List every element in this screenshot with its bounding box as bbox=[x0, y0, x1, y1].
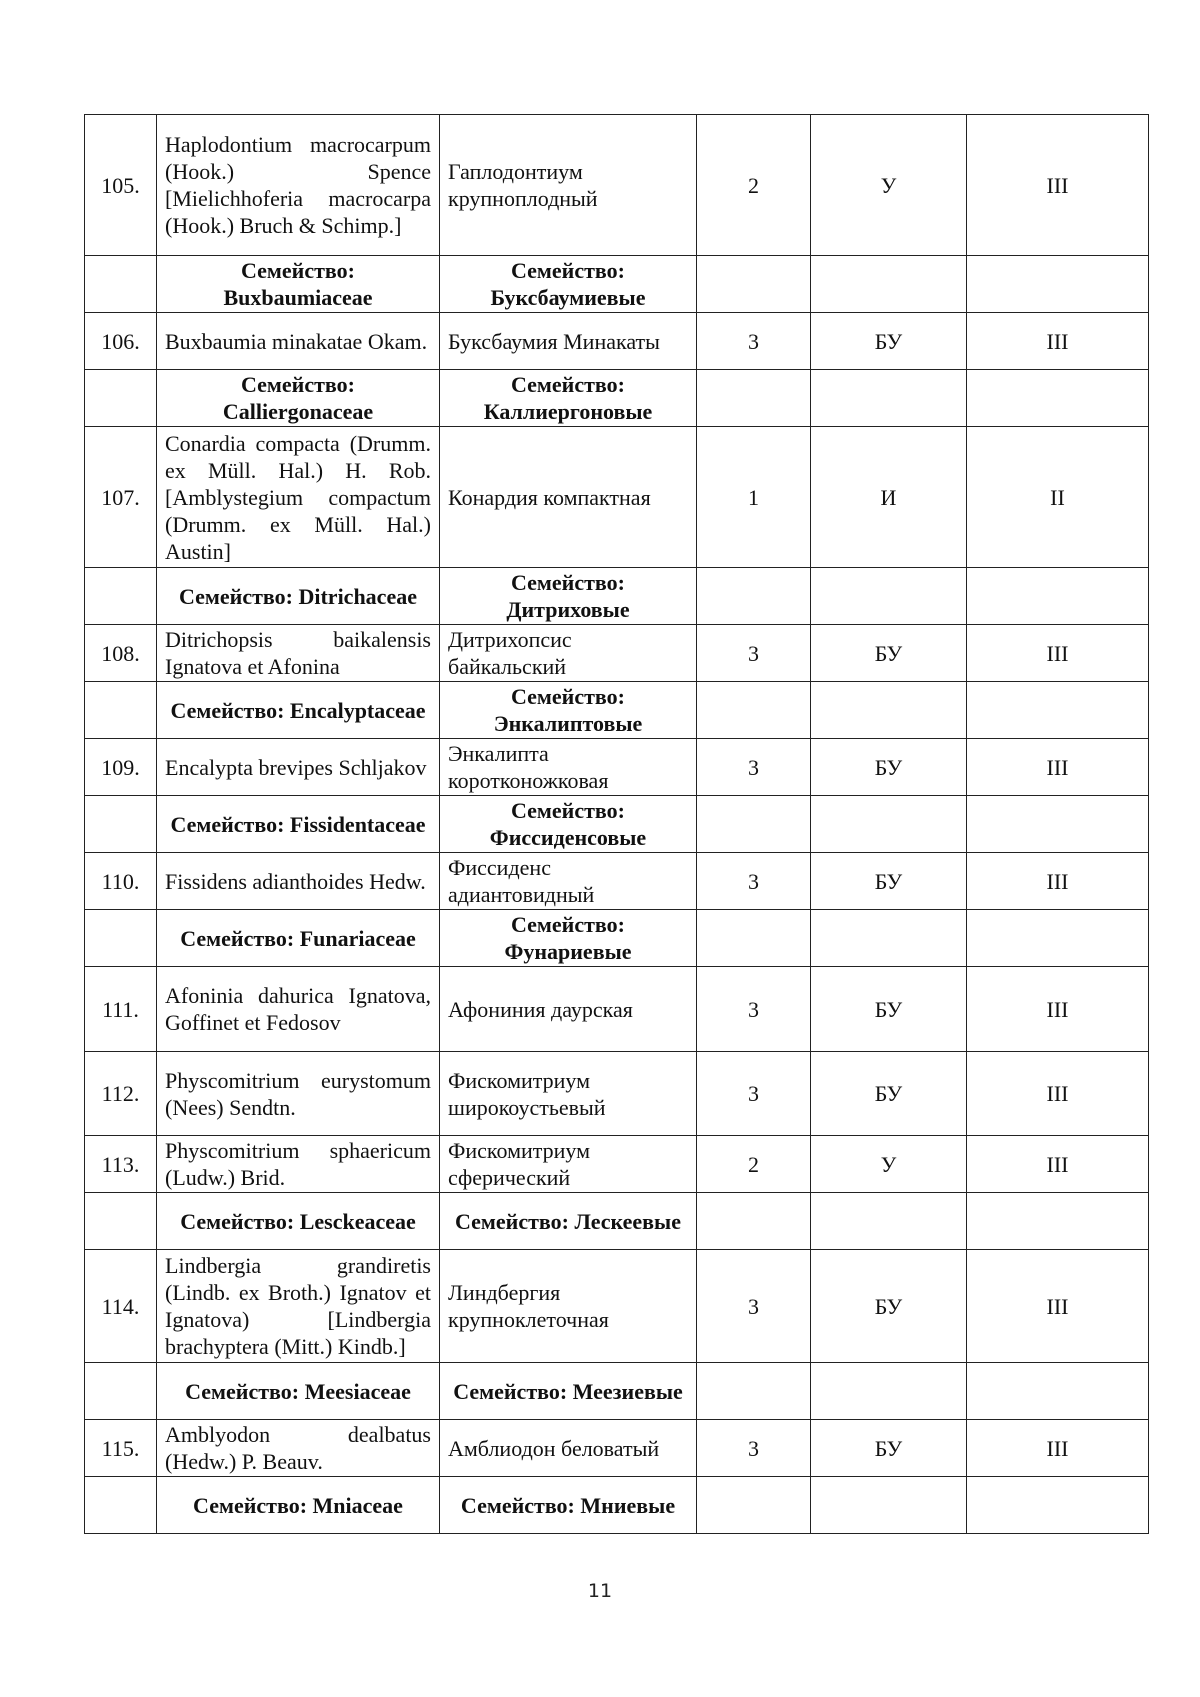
status-value: БУ bbox=[811, 1052, 967, 1136]
family-russian-name: Семейство: Мниевые bbox=[440, 1477, 697, 1534]
row-number-empty bbox=[85, 796, 157, 853]
latin-name: Physcomitrium eurystomum (Nees) Sendtn. bbox=[157, 1052, 440, 1136]
category-value: 3 bbox=[697, 739, 811, 796]
species-row bbox=[85, 1136, 1149, 1193]
status-value: У bbox=[811, 1136, 967, 1193]
family-row bbox=[85, 568, 1149, 625]
status-value: И bbox=[811, 427, 967, 568]
family-row bbox=[85, 1477, 1149, 1534]
rarity-value: II bbox=[967, 427, 1149, 568]
family-russian-name: Семейство: Меезиевые bbox=[440, 1363, 697, 1420]
row-number: 106. bbox=[85, 313, 157, 370]
row-number-empty bbox=[85, 1477, 157, 1534]
family-russian-name: Семейство: Дитриховые bbox=[440, 568, 697, 625]
status-value: У bbox=[811, 115, 967, 256]
category-empty bbox=[697, 1477, 811, 1534]
row-number-empty bbox=[85, 256, 157, 313]
latin-name: Encalypta brevipes Schljakov bbox=[157, 739, 440, 796]
row-number: 115. bbox=[85, 1420, 157, 1477]
rarity-value: III bbox=[967, 1250, 1149, 1363]
russian-name: Фискомитриум широкоустьевый bbox=[440, 1052, 697, 1136]
family-latin-name: Семейство: Funariaceae bbox=[157, 910, 440, 967]
latin-name: Physcomitrium sphaericum (Ludw.) Brid. bbox=[157, 1136, 440, 1193]
family-russian-name: Семейство: Каллиергоновые bbox=[440, 370, 697, 427]
family-row bbox=[85, 256, 1149, 313]
rarity-value: III bbox=[967, 739, 1149, 796]
russian-name: Конардия компактная bbox=[440, 427, 697, 568]
category-empty bbox=[697, 256, 811, 313]
row-number-empty bbox=[85, 370, 157, 427]
row-number-empty bbox=[85, 1363, 157, 1420]
rarity-value: III bbox=[967, 625, 1149, 682]
russian-name: Буксбаумия Минакаты bbox=[440, 313, 697, 370]
family-russian-name: Семейство: Фиссиденсовые bbox=[440, 796, 697, 853]
category-empty bbox=[697, 370, 811, 427]
family-latin-name: Семейство: Calliergonaceae bbox=[157, 370, 440, 427]
status-value: БУ bbox=[811, 313, 967, 370]
species-row bbox=[85, 427, 1149, 568]
row-number: 114. bbox=[85, 1250, 157, 1363]
species-row bbox=[85, 313, 1149, 370]
row-number-empty bbox=[85, 1193, 157, 1250]
russian-name: Афониния даурская bbox=[440, 967, 697, 1052]
rarity-empty bbox=[967, 1363, 1149, 1420]
family-russian-name: Семейство: Лескеевые bbox=[440, 1193, 697, 1250]
status-value: БУ bbox=[811, 1420, 967, 1477]
category-empty bbox=[697, 796, 811, 853]
russian-name: Энкалипта коротконожковая bbox=[440, 739, 697, 796]
rarity-empty bbox=[967, 1193, 1149, 1250]
family-row bbox=[85, 1363, 1149, 1420]
status-value: БУ bbox=[811, 1250, 967, 1363]
species-row bbox=[85, 967, 1149, 1052]
category-empty bbox=[697, 682, 811, 739]
latin-name: Ditrichopsis baikalensis Ignatova et Afonina bbox=[157, 625, 440, 682]
family-row bbox=[85, 796, 1149, 853]
row-number: 110. bbox=[85, 853, 157, 910]
family-latin-name: Семейство: Ditrichaceae bbox=[157, 568, 440, 625]
row-number-empty bbox=[85, 568, 157, 625]
category-value: 3 bbox=[697, 967, 811, 1052]
rarity-value: III bbox=[967, 853, 1149, 910]
species-row bbox=[85, 625, 1149, 682]
status-empty bbox=[811, 796, 967, 853]
latin-name: Lindbergia grandiretis (Lindb. ex Broth.) Ignatov et Ignatova) [Lindbergia brachyptera (Mitt.) Kindb.] bbox=[157, 1250, 440, 1363]
category-value: 3 bbox=[697, 1420, 811, 1477]
status-empty bbox=[811, 1477, 967, 1534]
family-latin-name: Семейство: Buxbaumiaceae bbox=[157, 256, 440, 313]
species-table-body bbox=[85, 115, 1149, 1534]
russian-name: Линдбергия крупноклеточная bbox=[440, 1250, 697, 1363]
species-row bbox=[85, 115, 1149, 256]
family-russian-name: Семейство: Буксбаумиевые bbox=[440, 256, 697, 313]
species-row bbox=[85, 853, 1149, 910]
row-number: 113. bbox=[85, 1136, 157, 1193]
family-russian-name: Семейство: Фунариевые bbox=[440, 910, 697, 967]
family-latin-name: Семейство: Fissidentaceae bbox=[157, 796, 440, 853]
category-value: 2 bbox=[697, 115, 811, 256]
species-row bbox=[85, 739, 1149, 796]
status-empty bbox=[811, 682, 967, 739]
category-value: 1 bbox=[697, 427, 811, 568]
family-row bbox=[85, 370, 1149, 427]
status-value: БУ bbox=[811, 853, 967, 910]
status-value: БУ bbox=[811, 739, 967, 796]
status-empty bbox=[811, 910, 967, 967]
latin-name: Buxbaumia minakatae Okam. bbox=[157, 313, 440, 370]
rarity-value: III bbox=[967, 115, 1149, 256]
category-value: 3 bbox=[697, 1250, 811, 1363]
latin-name: Afoninia dahurica Ignatova, Goffinet et Fedosov bbox=[157, 967, 440, 1052]
russian-name: Гаплодонтиум крупноплодный bbox=[440, 115, 697, 256]
rarity-empty bbox=[967, 370, 1149, 427]
russian-name: Амблиодон беловатый bbox=[440, 1420, 697, 1477]
row-number: 112. bbox=[85, 1052, 157, 1136]
russian-name: Фискомитриум сферический bbox=[440, 1136, 697, 1193]
status-empty bbox=[811, 370, 967, 427]
row-number: 111. bbox=[85, 967, 157, 1052]
category-value: 3 bbox=[697, 313, 811, 370]
row-number: 108. bbox=[85, 625, 157, 682]
category-value: 3 bbox=[697, 1052, 811, 1136]
category-empty bbox=[697, 568, 811, 625]
family-latin-name: Семейство: Mniaceae bbox=[157, 1477, 440, 1534]
row-number-empty bbox=[85, 682, 157, 739]
row-number: 105. bbox=[85, 115, 157, 256]
russian-name: Дитрихопсис байкальский bbox=[440, 625, 697, 682]
status-empty bbox=[811, 1363, 967, 1420]
family-row bbox=[85, 1193, 1149, 1250]
latin-name: Amblyodon dealbatus (Hedw.) P. Beauv. bbox=[157, 1420, 440, 1477]
species-row bbox=[85, 1250, 1149, 1363]
rarity-empty bbox=[967, 910, 1149, 967]
category-empty bbox=[697, 910, 811, 967]
rarity-empty bbox=[967, 1477, 1149, 1534]
rarity-value: III bbox=[967, 967, 1149, 1052]
species-row bbox=[85, 1420, 1149, 1477]
family-russian-name: Семейство: Энкалиптовые bbox=[440, 682, 697, 739]
row-number-empty bbox=[85, 910, 157, 967]
category-value: 2 bbox=[697, 1136, 811, 1193]
rarity-value: III bbox=[967, 313, 1149, 370]
rarity-value: III bbox=[967, 1420, 1149, 1477]
latin-name: Fissidens adianthoides Hedw. bbox=[157, 853, 440, 910]
row-number: 109. bbox=[85, 739, 157, 796]
rarity-value: III bbox=[967, 1052, 1149, 1136]
rarity-empty bbox=[967, 568, 1149, 625]
family-latin-name: Семейство: Meesiaceae bbox=[157, 1363, 440, 1420]
page-number: 11 bbox=[587, 1580, 613, 1602]
rarity-empty bbox=[967, 796, 1149, 853]
status-value: БУ bbox=[811, 625, 967, 682]
family-latin-name: Семейство: Encalyptaceae bbox=[157, 682, 440, 739]
category-value: 3 bbox=[697, 853, 811, 910]
family-row bbox=[85, 910, 1149, 967]
category-empty bbox=[697, 1193, 811, 1250]
rarity-empty bbox=[967, 682, 1149, 739]
status-empty bbox=[811, 256, 967, 313]
species-row bbox=[85, 1052, 1149, 1136]
category-value: 3 bbox=[697, 625, 811, 682]
rarity-value: III bbox=[967, 1136, 1149, 1193]
russian-name: Фиссиденс адиантовидный bbox=[440, 853, 697, 910]
latin-name: Haplodontium macrocarpum (Hook.) Spence [Mielichhoferia macrocarpa (Hook.) Bruch & Schimp.] bbox=[157, 115, 440, 256]
category-empty bbox=[697, 1363, 811, 1420]
latin-name: Conardia compacta (Drumm. ex Müll. Hal.) H. Rob. [Amblystegium compactum (Drumm. ex Müll. Hal.) Austin] bbox=[157, 427, 440, 568]
rarity-empty bbox=[967, 256, 1149, 313]
status-empty bbox=[811, 568, 967, 625]
family-latin-name: Семейство: Lesckeaceae bbox=[157, 1193, 440, 1250]
row-number: 107. bbox=[85, 427, 157, 568]
status-empty bbox=[811, 1193, 967, 1250]
status-value: БУ bbox=[811, 967, 967, 1052]
family-row bbox=[85, 682, 1149, 739]
species-table bbox=[84, 114, 1149, 1534]
